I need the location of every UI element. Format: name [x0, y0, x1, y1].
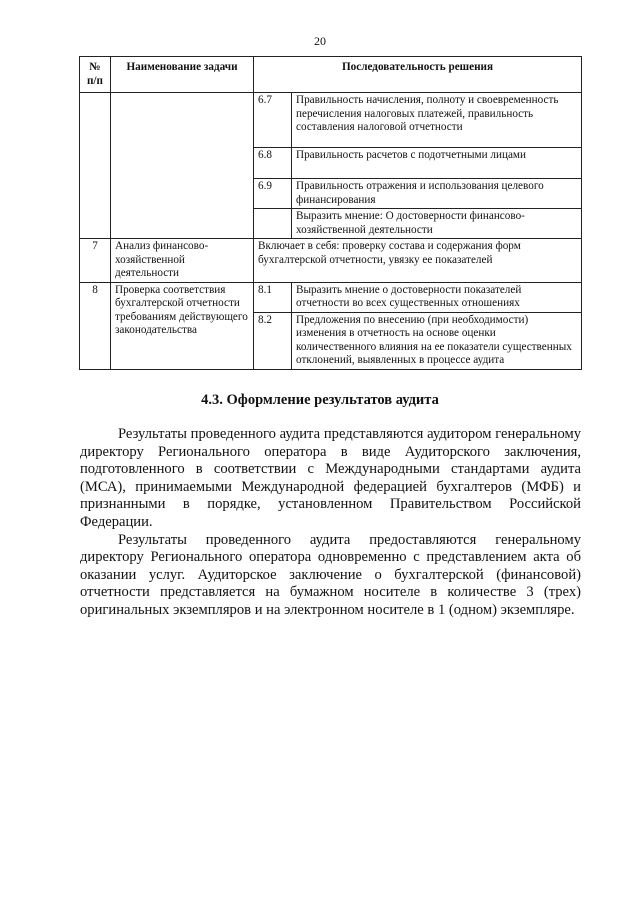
- paragraph: Результаты проведенного аудита представляются аудитором генеральному директору Регионального оператора в виде Аудиторского заключения, подготовленного в соответствии с Международными стандартами аудита (МСА), принимаемыми Международной федерацией бухгалтеров (МФБ) и признанными в порядке, установленном Правительством Российской Федерации.: [80, 426, 581, 530]
- sub-code: 6.8: [254, 148, 292, 179]
- table-row: [80, 239, 582, 283]
- header-sequence: Последовательность решения: [254, 57, 582, 93]
- table-header-row: [80, 57, 582, 93]
- section-body: [80, 426, 581, 620]
- audit-task-table: [79, 56, 582, 370]
- sub-code: 6.7: [254, 93, 292, 148]
- sub-code: 8.2: [254, 312, 292, 369]
- sub-text: Выразить мнение: О достоверности финансово-хозяйственной деятельности: [292, 209, 582, 239]
- sub-text: Предложения по внесению (при необходимости) изменения в отчетность на основе оценки количественного влияния на ее показатели существенных отклонений, выявленных в процессе аудита: [292, 312, 582, 369]
- page-number: 20: [314, 34, 326, 48]
- row-merged-text: Включает в себя: проверку состава и содержания форм бухгалтерской отчетности, увязку ее показателей: [254, 239, 582, 283]
- sub-text: Правильность отражения и использования целевого финансирования: [292, 179, 582, 209]
- section-heading: 4.3. Оформление результатов аудита: [201, 392, 439, 408]
- sub-code: [254, 209, 292, 239]
- paragraph: Результаты проведенного аудита предоставляются генеральному директору Регионального оператора одновременно с представлением акта об оказании услуг. Аудиторское заключение о бухгалтерской (финансовой) отчетности представляется на бумажном носителе в количестве 3 (трех) оригинальных экземпляров и на электронном носителе в 1 (одном) экземпляре.: [80, 531, 581, 618]
- header-num: № п/п: [80, 57, 111, 93]
- sub-code: 6.9: [254, 179, 292, 209]
- row-num: 8: [80, 282, 111, 369]
- row-task: Анализ финансово-хозяйственной деятельности: [111, 239, 254, 283]
- header-task: Наименование задачи: [111, 57, 254, 93]
- table-row: [80, 93, 582, 148]
- row-num: 7: [80, 239, 111, 283]
- sub-code: 8.1: [254, 282, 292, 312]
- sub-text: Выразить мнение о достоверности показателей отчетности во всех существенных отношениях: [292, 282, 582, 312]
- row-task: [111, 93, 254, 239]
- sub-text: Правильность начисления, полноту и своевременность перечисления налоговых платежей, правильность составления налоговой отчетности: [292, 93, 582, 148]
- table-row: [80, 282, 582, 312]
- row-task: Проверка соответствия бухгалтерской отчетности требованиям действующего законодательства: [111, 282, 254, 369]
- sub-text: Правильность расчетов с подотчетными лицами: [292, 148, 582, 179]
- row-num: [80, 93, 111, 239]
